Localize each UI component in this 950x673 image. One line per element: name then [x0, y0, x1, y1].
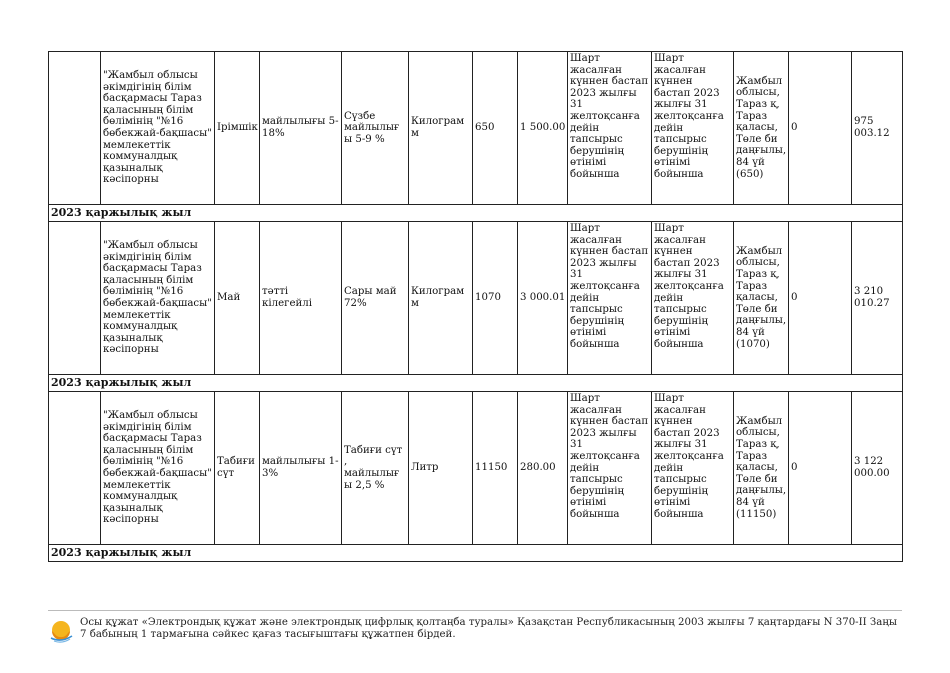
customer-cell: "Жамбыл облысы әкімдігінің білім басқармасы Тараз қаласының білім бөлімінің "№16 бөбекжай-бақшасы" мемлекеттік коммуналдық қазыналық кәсіпорны	[101, 222, 215, 375]
short-characteristic-cell: майлылығы 1-3%	[260, 392, 342, 545]
table-row	[49, 52, 903, 205]
delivery-place-cell: Жамбыл облысы, Тараз қ, Тараз қаласы, Төле би даңғылы, 84 үй (11150)	[734, 392, 789, 545]
item-name-cell: Ірімшік	[215, 52, 260, 205]
footer-divider	[48, 610, 902, 611]
customer-cell: "Жамбыл облысы әкімдігінің білім басқармасы Тараз қаласының білім бөлімінің "№16 бөбекжай-бақшасы" мемлекеттік коммуналдық қазыналық кәсіпорны	[101, 52, 215, 205]
quantity-cell: 1070	[473, 222, 518, 375]
quantity-cell: 11150	[473, 392, 518, 545]
additional-characteristic-cell: Сүзбе майлылығы 5-9 %	[342, 52, 409, 205]
footer	[48, 617, 902, 644]
row-number-cell	[49, 392, 101, 545]
unit-cell: Килограмм	[409, 52, 473, 205]
delivery-term-cell: Шарт жасалған күннен бастап 2023 жылғы 31 желтоқсанға дейін тапсырыс берушінің өтінімі бойынша	[652, 52, 734, 205]
financial-year-label: 2023 қаржылық жыл	[49, 375, 903, 392]
financial-year-label: 2023 қаржылық жыл	[49, 205, 903, 222]
delivery-term-cell: Шарт жасалған күннен бастап 2023 жылғы 31 желтоқсанға дейін тапсырыс берушінің өтінімі бойынша	[568, 222, 652, 375]
row-number-cell	[49, 52, 101, 205]
delivery-place-cell: Жамбыл облысы, Тараз қ, Тараз қаласы, Төле би даңғылы, 84 үй (1070)	[734, 222, 789, 375]
short-characteristic-cell: майлылығы 5-18%	[260, 52, 342, 205]
price-cell: 280.00	[518, 392, 568, 545]
sum-cell: 3 210 010.27	[852, 222, 903, 375]
short-characteristic-cell: тәтті кілегейлі	[260, 222, 342, 375]
delivery-term-cell: Шарт жасалған күннен бастап 2023 жылғы 31 желтоқсанға дейін тапсырыс берушінің өтінімі бойынша	[568, 52, 652, 205]
delivery-term-cell: Шарт жасалған күннен бастап 2023 жылғы 31 желтоқсанға дейін тапсырыс берушінің өтінімі бойынша	[652, 222, 734, 375]
advance-cell: 0	[789, 392, 852, 545]
year-row	[49, 375, 903, 392]
advance-cell: 0	[789, 52, 852, 205]
sum-cell: 975 003.12	[852, 52, 903, 205]
item-name-cell: Май	[215, 222, 260, 375]
item-name-cell: Табиғи сүт	[215, 392, 260, 545]
sum-cell: 3 122 000.00	[852, 392, 903, 545]
table-row	[49, 222, 903, 375]
advance-cell: 0	[789, 222, 852, 375]
additional-characteristic-cell: Сары май 72%	[342, 222, 409, 375]
unit-cell: Литр	[409, 392, 473, 545]
year-row	[49, 545, 903, 562]
table-row	[49, 392, 903, 545]
price-cell: 1 500.00	[518, 52, 568, 205]
unit-cell: Килограмм	[409, 222, 473, 375]
legal-notice-text: Осы құжат «Электрондық құжат және электрондық цифрлық қолтаңба туралы» Қазақстан Республикасының 2003 жылғы 7 қаңтардағы N 370-II Заңы 7 бабының 1 тармағына сәйкес қағаз тасығыштағы құжатпен бірдей.	[80, 617, 897, 640]
row-number-cell	[49, 222, 101, 375]
procurement-table	[48, 51, 903, 562]
quantity-cell: 650	[473, 52, 518, 205]
delivery-term-cell: Шарт жасалған күннен бастап 2023 жылғы 31 желтоқсанға дейін тапсырыс берушінің өтінімі бойынша	[568, 392, 652, 545]
delivery-place-cell: Жамбыл облысы, Тараз қ, Тараз қаласы, Төле би даңғылы, 84 үй (650)	[734, 52, 789, 205]
price-cell: 3 000.01	[518, 222, 568, 375]
year-row	[49, 205, 903, 222]
additional-characteristic-cell: Табиғи сүт , майлылығы 2,5 %	[342, 392, 409, 545]
delivery-term-cell: Шарт жасалған күннен бастап 2023 жылғы 31 желтоқсанға дейін тапсырыс берушінің өтінімі бойынша	[652, 392, 734, 545]
egov-sun-logo-icon	[48, 618, 74, 644]
financial-year-label: 2023 қаржылық жыл	[49, 545, 903, 562]
customer-cell: "Жамбыл облысы әкімдігінің білім басқармасы Тараз қаласының білім бөлімінің "№16 бөбекжай-бақшасы" мемлекеттік коммуналдық қазыналық кәсіпорны	[101, 392, 215, 545]
